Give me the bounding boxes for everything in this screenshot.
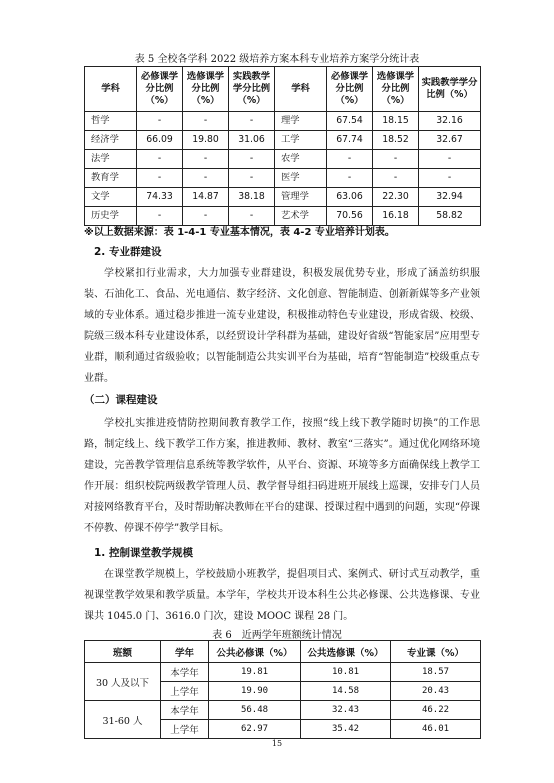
table5-header-row	[85, 67, 481, 112]
table-cell: 18.57	[391, 663, 481, 682]
table-cell: -	[229, 207, 275, 226]
table-cell: 32.16	[419, 112, 481, 131]
table5-header-cell: 必修课学分比例（%）	[327, 67, 373, 112]
table-cell: 32.94	[419, 188, 481, 207]
table-cell: 法学	[85, 150, 137, 169]
section-heading-professional: 2. 专业群建设	[94, 246, 162, 258]
section-heading-scale: 1. 控制课堂教学规模	[94, 547, 193, 559]
table-cell: -	[373, 150, 419, 169]
table-cell: 医学	[275, 169, 327, 188]
table-cell: 62.97	[209, 720, 301, 739]
table-cell: 32.43	[301, 701, 391, 720]
table-cell: 哲学	[85, 112, 137, 131]
table5-header-cell: 学科	[85, 67, 137, 112]
table-row	[85, 701, 481, 720]
table5-header-cell: 实践教学学分比例（%）	[419, 67, 481, 112]
table-cell: -	[419, 150, 481, 169]
table5-header-cell: 选修课学分比例（%）	[373, 67, 419, 112]
table-cell: 19.80	[183, 131, 229, 150]
table-cell: -	[373, 169, 419, 188]
table-cell: 20.43	[391, 682, 481, 701]
table-cell: -	[327, 150, 373, 169]
table-cell: 22.30	[373, 188, 419, 207]
table-row	[85, 150, 481, 169]
table5-header-cell: 学科	[275, 67, 327, 112]
table5-source-note: ※以上数据来源：表 1-4-1 专业基本情况，表 4-2 专业培养计划表。	[84, 227, 395, 238]
table-cell: 理学	[275, 112, 327, 131]
table-cell: -	[183, 150, 229, 169]
table-row	[85, 188, 481, 207]
table-cell: 35.42	[301, 720, 391, 739]
table5-header-cell: 实践教学学分比例（%）	[229, 67, 275, 112]
table5	[84, 66, 481, 226]
table5-header-cell: 选修课学分比例（%）	[183, 67, 229, 112]
table-cell: 14.58	[301, 682, 391, 701]
table-cell: -	[137, 169, 183, 188]
table6-header-cell: 班额	[85, 641, 161, 663]
table-cell: -	[183, 169, 229, 188]
table-cell: -	[419, 169, 481, 188]
table-cell: 本学年	[161, 663, 209, 682]
table-row	[85, 169, 481, 188]
table6-header-row	[85, 641, 481, 663]
table-cell: 56.48	[209, 701, 301, 720]
table-cell: 上学年	[161, 720, 209, 739]
table-cell: 历史学	[85, 207, 137, 226]
table-cell: 70.56	[327, 207, 373, 226]
table-cell: 58.82	[419, 207, 481, 226]
table-cell: 67.74	[327, 131, 373, 150]
table-cell: 上学年	[161, 682, 209, 701]
table-cell: 经济学	[85, 131, 137, 150]
table6-header-cell: 学年	[161, 641, 209, 663]
table-cell: 16.18	[373, 207, 419, 226]
paragraph-course: 学校扎实推进疫情防控期间教育教学工作，按照“线上线下教学随时切换”的工作思路，制定线上、线下教学工作方案，推进教师、教材、教室“三落实”。通过优化网络环境建设，完善教学管理信息系统等教学软件，从平台、资源、环境等多方面确保线上教学工作开展：组织校院两级教学管理人员、教学督导组扫码进班开展线上巡课，安排专门人员对接网络教育平台，及时帮助解决教师在平台的建课、授课过程中遇到的问题，实现“停课不停教、停课不停学”教学目标。	[84, 418, 480, 534]
table6-header-cell: 公共选修课（%）	[301, 641, 391, 663]
table-cell: 66.09	[137, 131, 183, 150]
paragraph-professional: 学校紧扣行业需求，大力加强专业群建设，积极发展优势专业，形成了涵盖纺织服装、石油化工、食品、光电通信、数字经济、文化创意、智能制造、创新新媒等多产业领域的专业体系。通过稳步推进一流专业建设，积极推动特色专业建设，形成省级、校级、院级三级本科专业建设体系，以经贸设计学科群为基础，建设好省级“智能家居”应用型专业群，顺利通过省级验收；以智能制造公共实训平台为基础，培育“智能制造”校级重点专业群。	[84, 268, 480, 384]
table-cell: -	[229, 112, 275, 131]
table-cell: 31.06	[229, 131, 275, 150]
table-cell: 19.90	[209, 682, 301, 701]
table-row	[85, 663, 481, 682]
table-cell: 38.18	[229, 188, 275, 207]
table-cell: -	[183, 112, 229, 131]
table-cell: 74.33	[137, 188, 183, 207]
table-cell: 本学年	[161, 701, 209, 720]
table-cell: 46.01	[391, 720, 481, 739]
table-cell: 18.52	[373, 131, 419, 150]
table-cell: 文学	[85, 188, 137, 207]
table-cell: 艺术学	[275, 207, 327, 226]
table-cell: 工学	[275, 131, 327, 150]
table-cell: 63.06	[327, 188, 373, 207]
table-cell: -	[137, 207, 183, 226]
paragraph-scale: 在课堂教学规模上，学校鼓励小班教学，提倡项目式、案例式、研讨式互动教学，重视课堂教学效果和教学质量。本学年，学校共开设本科生公共必修课、公共选修课、专业课共 1045.0 门、3616.0 门次，建设 MOOC 课程 28 门。	[84, 569, 480, 622]
table-row	[85, 112, 481, 131]
table-cell: 67.54	[327, 112, 373, 131]
table-cell: 18.15	[373, 112, 419, 131]
table5-header-cell: 必修课学分比例（%）	[137, 67, 183, 112]
table-cell: -	[327, 169, 373, 188]
table-cell: -	[137, 150, 183, 169]
table-cell: 10.81	[301, 663, 391, 682]
table-cell: 32.67	[419, 131, 481, 150]
section-heading-course: （二）课程建设	[84, 394, 158, 406]
table6-header-cell: 专业课（%）	[391, 641, 481, 663]
table-cell: -	[229, 169, 275, 188]
table-cell-group: 30 人及以下	[85, 663, 161, 701]
table5-caption: 表 5 全校各学科 2022 级培养方案本科专业培养方案学分统计表	[134, 54, 420, 65]
table-cell-group: 31-60 人	[85, 701, 161, 739]
table-cell: 46.22	[391, 701, 481, 720]
table-cell: 农学	[275, 150, 327, 169]
table6-caption: 表 6 近两学年班额统计情况	[212, 630, 342, 641]
table6-header-cell: 公共必修课（%）	[209, 641, 301, 663]
table-cell: 管理学	[275, 188, 327, 207]
table-cell: -	[229, 150, 275, 169]
table-cell: 19.81	[209, 663, 301, 682]
table-cell: 14.87	[183, 188, 229, 207]
table-cell: -	[137, 112, 183, 131]
table-cell: -	[183, 207, 229, 226]
table6	[84, 640, 481, 739]
table-cell: 教育学	[85, 169, 137, 188]
page-number: 15	[271, 739, 283, 748]
table-row	[85, 131, 481, 150]
